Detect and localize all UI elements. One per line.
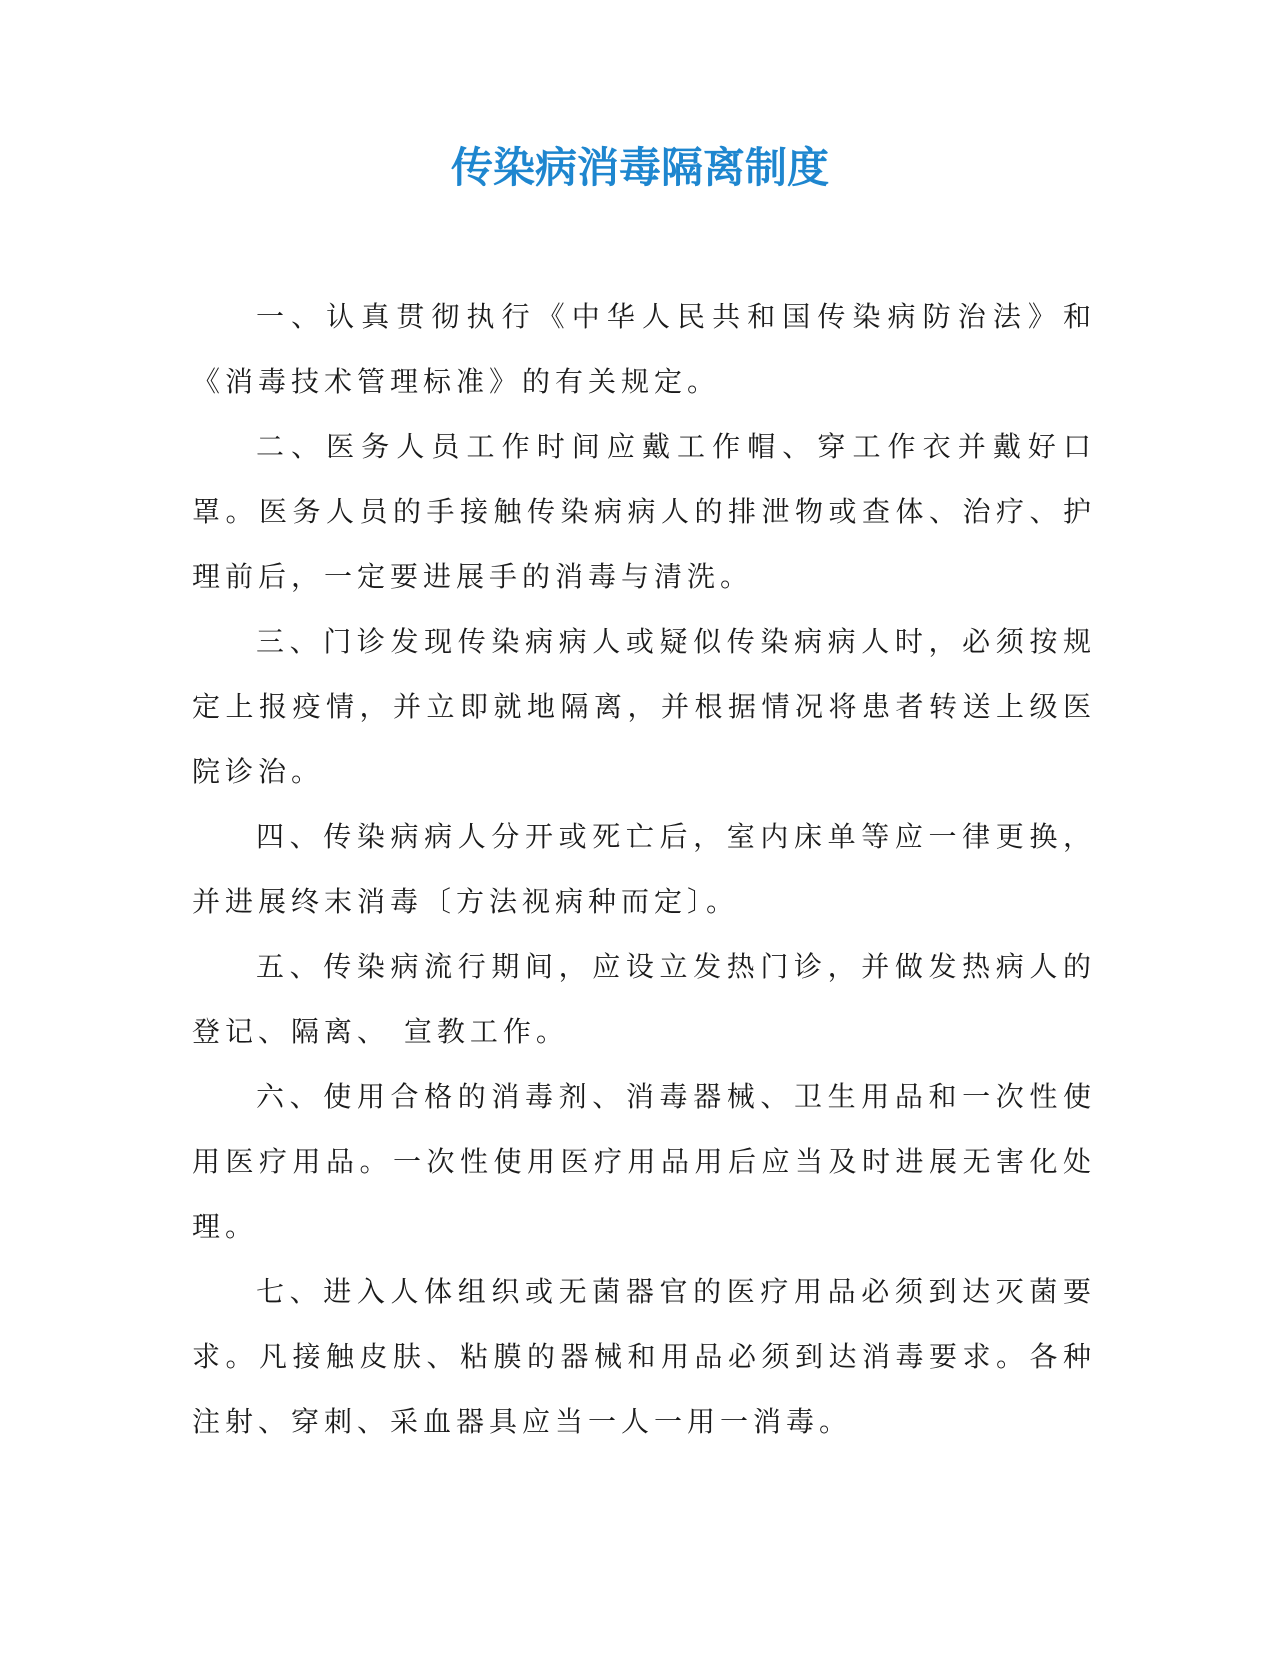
paragraph-7: 七、进入人体组织或无菌器官的医疗用品必须到达灭菌要求。凡接触皮肤、粘膜的器械和用品必须到达消毒要求。各种注射、穿刺、采血器具应当一人一用一消毒。 — [192, 1275, 1096, 1438]
document-title: 传染病消毒隔离制度 — [450, 143, 829, 192]
paragraph-3: 三、门诊发现传染病病人或疑似传染病病人时，必须按规定上报疫情，并立即就地隔离，并根据情况将患者转送上级医院诊治。 — [192, 625, 1096, 788]
paragraph-2: 二、医务人员工作时间应戴工作帽、穿工作衣并戴好口罩。医务人员的手接触传染病病人的排泄物或查体、治疗、护理前后，一定要进展手的消毒与清洗。 — [192, 430, 1096, 593]
paragraph-4: 四、传染病病人分开或死亡后，室内床单等应一律更换，并进展终末消毒〔方法视病种而定〕。 — [192, 820, 1096, 918]
paragraph-1: 一、认真贯彻执行《中华人民共和国传染病防治法》和《消毒技术管理标准》的有关规定。 — [192, 300, 1096, 398]
paragraph-5: 五、传染病流行期间，应设立发热门诊，并做发热病人的登记、隔离、 宣教工作。 — [192, 950, 1096, 1048]
document-body — [192, 284, 1096, 1454]
paragraph-6: 六、使用合格的消毒剂、消毒器械、卫生用品和一次性使用医疗用品。一次性使用医疗用品用后应当及时进展无害化处理。 — [192, 1080, 1096, 1243]
